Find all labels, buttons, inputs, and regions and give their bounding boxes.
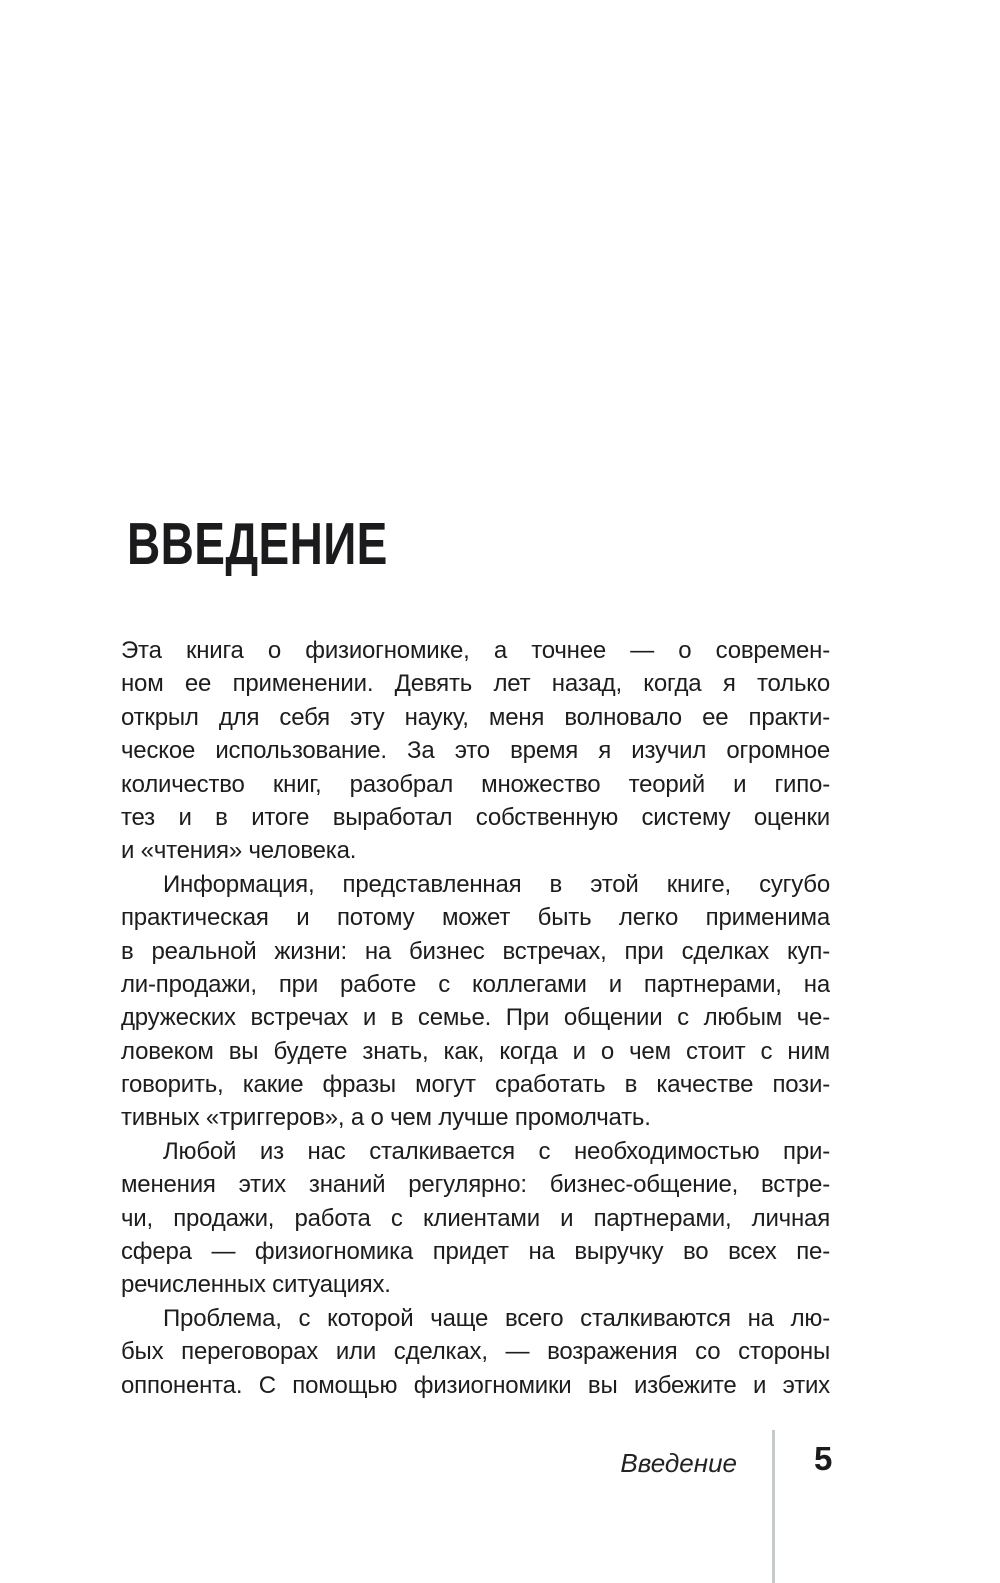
text-line: тивных «триггеров», а о чем лучше промолчать. — [121, 1104, 651, 1132]
text-line: Информация, представленная в этой книге, сугубо — [163, 870, 830, 898]
footer-section-label: Введение — [620, 1448, 737, 1478]
text-line: ли-продажи, при работе с коллегами и партнерами, на — [121, 970, 830, 998]
page-number: 5 — [814, 1440, 833, 1477]
text-line: ческое использование. За это время я изучил огромное — [121, 737, 830, 765]
text-line: ловеком вы будете знать, как, когда и о чем стоит с ним — [121, 1037, 830, 1065]
text-line: Эта книга о физиогномике, а точнее — о современ- — [121, 637, 830, 664]
text-line: тез и в итоге выработал собственную систему оценки — [121, 803, 830, 831]
text-line: количество книг, разобрал множество теорий и гипо- — [121, 770, 830, 798]
text-line: открыл для себя эту науку, меня волновало ее практи- — [121, 703, 830, 731]
text-line: чи, продажи, работа с клиентами и партнерами, личная — [121, 1204, 830, 1232]
text-line: и «чтения» человека. — [121, 837, 357, 865]
text-line: бых переговорах или сделках, — возражения со стороны — [121, 1338, 830, 1366]
text-line: менения этих знаний регулярно: бизнес-общение, встре- — [121, 1171, 830, 1199]
chapter-heading: ВВЕДЕНИЕ — [127, 511, 388, 577]
text-line: ном ее применении. Девять лет назад, когда я только — [121, 670, 830, 698]
text-line: говорить, какие фразы могут сработать в качестве пози- — [121, 1071, 830, 1099]
text-line: оппонента. С помощью физиогномики вы избежите и этих — [121, 1371, 830, 1399]
text-line: сфера — физиогномика придет на выручку во всех пе- — [121, 1238, 830, 1266]
body-text — [121, 634, 830, 1402]
text-line: Любой из нас сталкивается с необходимостью при- — [163, 1137, 830, 1165]
text-line: дружеских встречах и в семье. При общении с любым че- — [121, 1004, 830, 1032]
footer-divider — [772, 1430, 775, 1583]
text-line: практическая и потому может быть легко применима — [121, 904, 830, 932]
text-line: речисленных ситуациях. — [121, 1271, 391, 1299]
text-line: Проблема, с которой чаще всего сталкиваются на лю- — [163, 1304, 830, 1332]
text-line: в реальной жизни: на бизнес встречах, при сделках куп- — [121, 937, 830, 965]
